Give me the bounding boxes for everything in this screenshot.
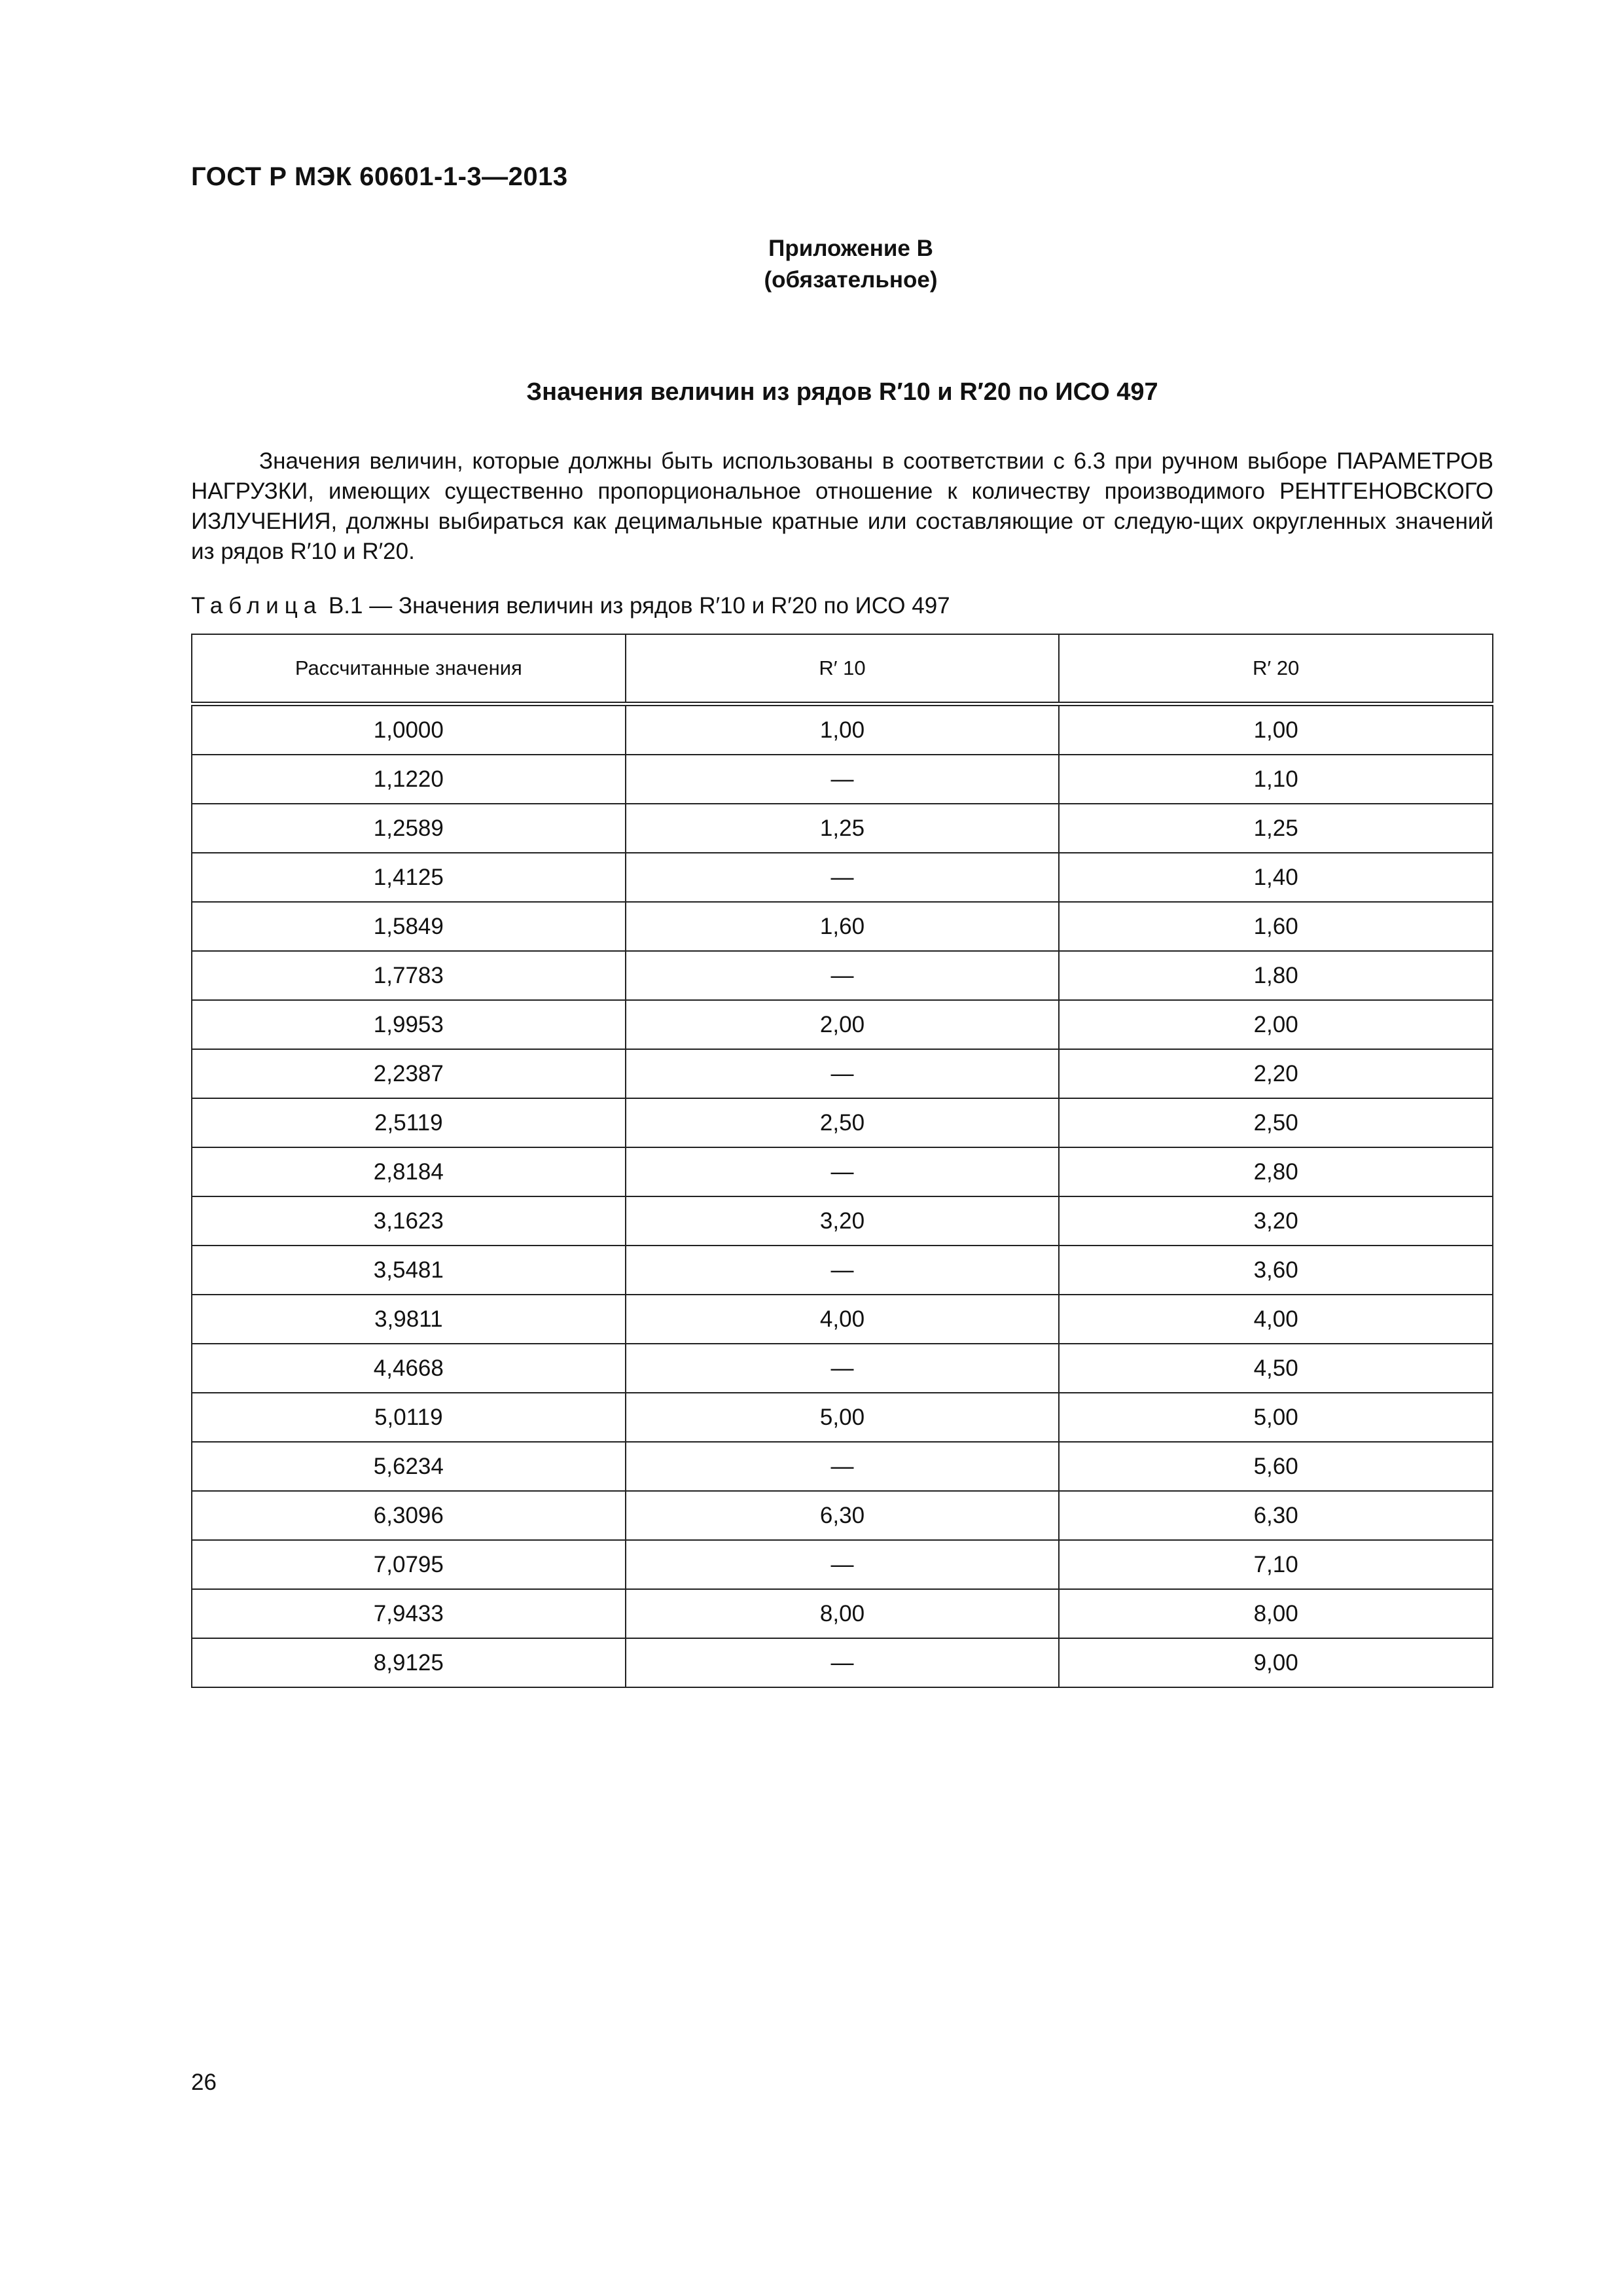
cell-calculated: 1,2589: [192, 804, 626, 853]
table-row: [192, 951, 1493, 1000]
cell-r20: 8,00: [1059, 1589, 1493, 1638]
cell-calculated: 1,7783: [192, 951, 626, 1000]
cell-r10: 1,00: [626, 704, 1060, 755]
column-header-r10: R′ 10: [626, 634, 1060, 704]
table-header: [192, 634, 1493, 704]
table-row: [192, 704, 1493, 755]
column-header-r20: R′ 20: [1059, 634, 1493, 704]
cell-r20: 1,00: [1059, 704, 1493, 755]
cell-r20: 1,10: [1059, 755, 1493, 804]
cell-calculated: 1,4125: [192, 853, 626, 902]
cell-r10: —: [626, 1344, 1060, 1393]
table-row: [192, 1491, 1493, 1540]
intro-paragraph: Значения величин, которые должны быть использованы в соответствии с 6.3 при ручном выборе ПАРАМЕТРОВ НАГРУЗКИ, имеющих существенно пропорциональное отношение к количеству производимого РЕНТГЕНОВСКОГО ИЗЛУЧЕНИЯ, должны выбираться как децимальные кратные или составляющие от следую-щих округленных значений из рядов R′10 и R′20.: [191, 448, 1493, 564]
cell-r20: 1,60: [1059, 902, 1493, 951]
annex-label: Приложение В: [768, 236, 933, 261]
cell-r10: 5,00: [626, 1393, 1060, 1442]
cell-r20: 5,00: [1059, 1393, 1493, 1442]
cell-r10: —: [626, 1540, 1060, 1589]
cell-r10: 3,20: [626, 1196, 1060, 1246]
cell-r20: 2,50: [1059, 1098, 1493, 1147]
page-number: 26: [191, 2070, 217, 2095]
cell-r20: 4,50: [1059, 1344, 1493, 1393]
cell-calculated: 8,9125: [192, 1638, 626, 1687]
cell-r10: —: [626, 853, 1060, 902]
cell-r20: 3,60: [1059, 1246, 1493, 1295]
table-row: [192, 1638, 1493, 1687]
table-header-row: [192, 634, 1493, 704]
cell-calculated: 5,6234: [192, 1442, 626, 1491]
cell-calculated: 1,0000: [192, 704, 626, 755]
cell-calculated: 6,3096: [192, 1491, 626, 1540]
table-caption-text: В.1 — Значения величин из рядов R′10 и R′20 по ИСО 497: [322, 593, 950, 619]
cell-calculated: 2,8184: [192, 1147, 626, 1196]
table-row: [192, 1147, 1493, 1196]
cell-r10: —: [626, 1049, 1060, 1098]
table-row: [192, 902, 1493, 951]
cell-calculated: 1,9953: [192, 1000, 626, 1049]
cell-r10: 4,00: [626, 1295, 1060, 1344]
cell-r20: 2,20: [1059, 1049, 1493, 1098]
cell-calculated: 3,5481: [192, 1246, 626, 1295]
cell-r10: —: [626, 951, 1060, 1000]
table-row: [192, 853, 1493, 902]
table-row: [192, 1393, 1493, 1442]
table-row: [192, 1295, 1493, 1344]
cell-r10: —: [626, 1246, 1060, 1295]
cell-r10: 2,50: [626, 1098, 1060, 1147]
annex-heading: [654, 233, 1047, 296]
column-header-calculated: Рассчитанные значения: [192, 634, 626, 704]
annex-title: Значения величин из рядов R′10 и R′20 по ИСО 497: [526, 378, 1158, 406]
cell-r10: 6,30: [626, 1491, 1060, 1540]
table-row: [192, 755, 1493, 804]
cell-r10: 2,00: [626, 1000, 1060, 1049]
cell-calculated: 7,9433: [192, 1589, 626, 1638]
cell-calculated: 1,5849: [192, 902, 626, 951]
table-row: [192, 1000, 1493, 1049]
cell-calculated: 5,0119: [192, 1393, 626, 1442]
cell-r20: 1,80: [1059, 951, 1493, 1000]
cell-calculated: 3,9811: [192, 1295, 626, 1344]
cell-r10: 8,00: [626, 1589, 1060, 1638]
values-table-container: [191, 634, 1493, 1688]
cell-r20: 7,10: [1059, 1540, 1493, 1589]
cell-calculated: 1,1220: [192, 755, 626, 804]
table-body: [192, 704, 1493, 1688]
table-row: [192, 1098, 1493, 1147]
table-row: [192, 1589, 1493, 1638]
table-row: [192, 1246, 1493, 1295]
cell-r20: 9,00: [1059, 1638, 1493, 1687]
cell-r10: —: [626, 1147, 1060, 1196]
table-row: [192, 1196, 1493, 1246]
cell-r10: —: [626, 1442, 1060, 1491]
cell-calculated: 3,1623: [192, 1196, 626, 1246]
cell-calculated: 7,0795: [192, 1540, 626, 1589]
table-caption-label: Таблица: [191, 593, 323, 619]
table-caption: [191, 593, 950, 619]
table-row: [192, 1540, 1493, 1589]
cell-r20: 5,60: [1059, 1442, 1493, 1491]
cell-calculated: 2,2387: [192, 1049, 626, 1098]
values-table: [191, 634, 1493, 1688]
cell-calculated: 2,5119: [192, 1098, 626, 1147]
table-row: [192, 1049, 1493, 1098]
table-row: [192, 804, 1493, 853]
cell-r20: 1,40: [1059, 853, 1493, 902]
cell-r10: 1,60: [626, 902, 1060, 951]
cell-r20: 6,30: [1059, 1491, 1493, 1540]
cell-r20: 2,00: [1059, 1000, 1493, 1049]
cell-r10: 1,25: [626, 804, 1060, 853]
cell-r20: 2,80: [1059, 1147, 1493, 1196]
document-header: ГОСТ Р МЭК 60601-1-3—2013: [191, 162, 568, 191]
cell-r10: —: [626, 755, 1060, 804]
cell-r20: 1,25: [1059, 804, 1493, 853]
cell-calculated: 4,4668: [192, 1344, 626, 1393]
table-row: [192, 1344, 1493, 1393]
annex-status: (обязательное): [764, 267, 938, 293]
cell-r10: —: [626, 1638, 1060, 1687]
table-row: [192, 1442, 1493, 1491]
cell-r20: 4,00: [1059, 1295, 1493, 1344]
cell-r20: 3,20: [1059, 1196, 1493, 1246]
